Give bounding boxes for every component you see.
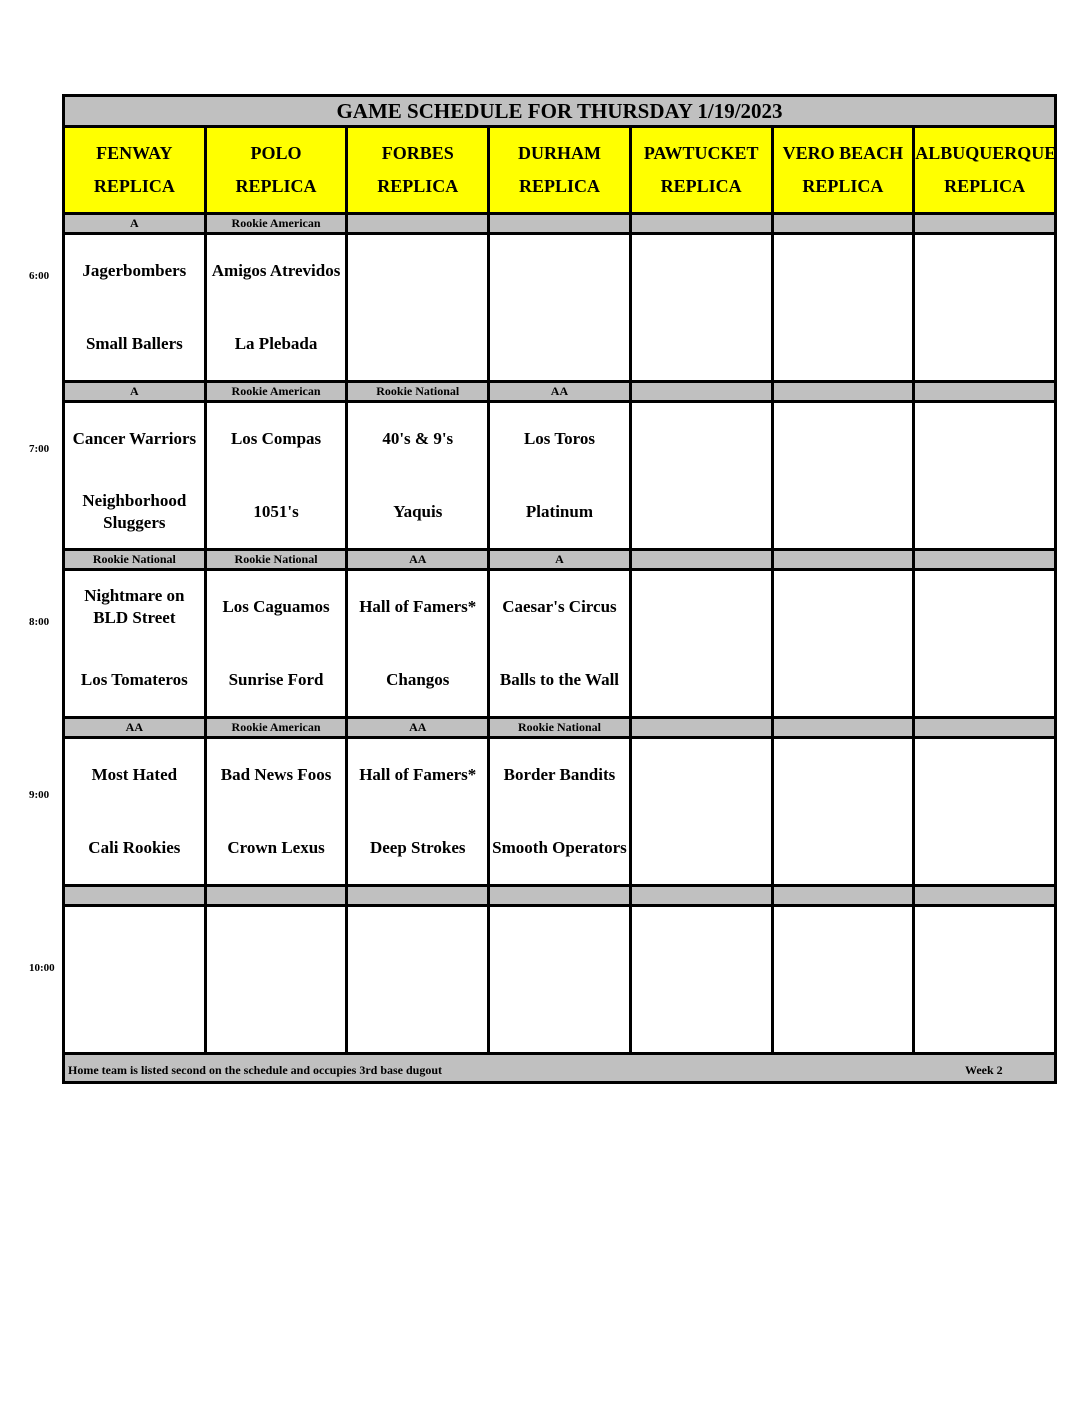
game-cell	[205, 570, 347, 718]
division-label	[347, 886, 489, 906]
away-team: Border Bandits	[503, 765, 616, 785]
game-row	[64, 570, 1056, 718]
home-team	[632, 308, 771, 381]
away-team: Most Hated	[91, 765, 178, 785]
division-row	[64, 718, 1056, 738]
game-cell	[914, 906, 1056, 1054]
home-team	[632, 476, 771, 549]
game-cell	[64, 234, 206, 382]
away-team	[915, 235, 1054, 308]
away-team	[207, 907, 346, 980]
away-team	[632, 571, 771, 644]
division-row	[64, 550, 1056, 570]
division-label: A	[64, 382, 206, 402]
away-team	[348, 907, 487, 980]
field-header	[630, 127, 772, 214]
home-team	[348, 308, 487, 381]
away-team	[632, 907, 771, 980]
game-cell	[347, 570, 489, 718]
home-team	[348, 980, 487, 1053]
field-subtitle: REPLICA	[93, 176, 175, 196]
home-team	[774, 476, 913, 549]
home-team: Neighborhood Sluggers	[82, 490, 187, 532]
game-cell	[64, 402, 206, 550]
game-cell	[772, 234, 914, 382]
division-label	[630, 214, 772, 234]
footer-note: Home team is listed second on the schedule and occupies 3rd base dugout	[68, 1063, 443, 1077]
field-subtitle: REPLICA	[802, 176, 884, 196]
away-team	[915, 403, 1054, 476]
game-cell	[64, 738, 206, 886]
game-cell	[205, 234, 347, 382]
field-name: FENWAY	[96, 143, 173, 163]
division-label: Rookie American	[205, 214, 347, 234]
away-team	[774, 739, 913, 812]
field-name: DURHAM	[517, 143, 601, 163]
game-cell	[772, 906, 914, 1054]
division-label	[630, 718, 772, 738]
away-team: Caesar's Circus	[502, 597, 617, 617]
time-label: 10:00	[29, 962, 55, 974]
division-label	[489, 886, 631, 906]
game-row	[64, 906, 1056, 1054]
field-name: ALBUQUERQUE	[915, 143, 1057, 163]
division-label: Rookie National	[347, 382, 489, 402]
time-label: 7:00	[29, 443, 50, 455]
division-label	[630, 550, 772, 570]
field-header	[489, 127, 631, 214]
home-team	[774, 308, 913, 381]
field-header	[64, 127, 206, 214]
game-cell	[489, 234, 631, 382]
away-team: Bad News Foos	[220, 765, 332, 785]
home-team: 1051's	[253, 501, 299, 521]
home-team	[65, 980, 204, 1053]
division-label: AA	[347, 550, 489, 570]
home-team	[490, 308, 629, 381]
field-header	[772, 127, 914, 214]
division-label	[914, 214, 1056, 234]
division-label	[489, 214, 631, 234]
game-cell	[64, 906, 206, 1054]
game-cell	[347, 234, 489, 382]
game-cell	[489, 738, 631, 886]
home-team	[490, 980, 629, 1053]
division-label	[914, 886, 1056, 906]
division-label	[914, 382, 1056, 402]
home-team: Los Tomateros	[80, 669, 188, 689]
footer-bar	[64, 1054, 1056, 1083]
home-team	[915, 812, 1054, 885]
game-row	[64, 738, 1056, 886]
game-cell	[630, 570, 772, 718]
schedule-table	[62, 94, 1057, 1084]
home-team: Balls to the Wall	[499, 669, 620, 689]
away-team	[348, 235, 487, 308]
home-team: Yaquis	[393, 501, 443, 521]
away-team	[632, 739, 771, 812]
game-cell	[772, 570, 914, 718]
division-label: Rookie National	[489, 718, 631, 738]
home-team	[915, 980, 1054, 1053]
game-cell	[64, 570, 206, 718]
home-team	[632, 812, 771, 885]
game-cell	[489, 402, 631, 550]
away-team	[65, 907, 204, 980]
away-team	[632, 403, 771, 476]
division-label: A	[489, 550, 631, 570]
field-name: VERO BEACH	[782, 143, 904, 163]
home-team	[915, 644, 1054, 717]
game-cell	[630, 738, 772, 886]
home-team: Smooth Operators	[492, 837, 627, 857]
week-label: Week 2	[965, 1063, 1003, 1077]
away-team	[774, 403, 913, 476]
away-team	[915, 739, 1054, 812]
division-label	[630, 382, 772, 402]
division-label	[914, 550, 1056, 570]
home-team: Platinum	[525, 501, 593, 521]
division-label	[205, 886, 347, 906]
time-label: 8:00	[29, 616, 50, 628]
home-team	[915, 476, 1054, 549]
game-row	[64, 402, 1056, 550]
game-cell	[205, 906, 347, 1054]
division-row	[64, 382, 1056, 402]
game-cell	[630, 906, 772, 1054]
away-team	[632, 235, 771, 308]
home-team	[632, 644, 771, 717]
division-label	[914, 718, 1056, 738]
division-label: AA	[347, 718, 489, 738]
division-row	[64, 214, 1056, 234]
game-cell	[205, 738, 347, 886]
division-label	[772, 214, 914, 234]
division-label: Rookie National	[205, 550, 347, 570]
away-team	[774, 571, 913, 644]
field-header	[347, 127, 489, 214]
field-header	[914, 127, 1056, 214]
division-row	[64, 886, 1056, 906]
division-label	[64, 886, 206, 906]
away-team	[490, 907, 629, 980]
division-label: A	[64, 214, 206, 234]
field-subtitle: REPLICA	[518, 176, 600, 196]
home-team	[632, 980, 771, 1053]
home-team: La Plebada	[234, 333, 318, 353]
schedule-title: GAME SCHEDULE FOR THURSDAY 1/19/2023	[64, 96, 1056, 127]
time-label: 9:00	[29, 789, 50, 801]
away-team	[774, 235, 913, 308]
away-team: Cancer Warriors	[72, 429, 197, 449]
game-cell	[489, 570, 631, 718]
away-team: Nightmare on BLD Street	[84, 586, 185, 628]
game-cell	[914, 738, 1056, 886]
division-label: Rookie National	[64, 550, 206, 570]
home-team: Crown Lexus	[227, 837, 325, 857]
division-label	[347, 214, 489, 234]
field-subtitle: REPLICA	[377, 176, 459, 196]
home-team	[774, 812, 913, 885]
schedule-sheet	[62, 94, 1057, 1084]
division-label: Rookie American	[205, 382, 347, 402]
time-label: 6:00	[29, 270, 50, 282]
away-team: Jagerbombers	[82, 261, 187, 281]
game-cell	[347, 402, 489, 550]
game-cell	[630, 402, 772, 550]
home-team	[915, 308, 1054, 381]
game-cell	[914, 402, 1056, 550]
field-subtitle: REPLICA	[235, 176, 317, 196]
home-team: Sunrise Ford	[228, 669, 324, 689]
home-team	[774, 644, 913, 717]
home-team	[207, 980, 346, 1053]
game-cell	[347, 738, 489, 886]
game-cell	[630, 234, 772, 382]
game-cell	[489, 906, 631, 1054]
division-label	[772, 550, 914, 570]
game-cell	[772, 402, 914, 550]
division-label	[772, 382, 914, 402]
away-team	[774, 907, 913, 980]
field-subtitle: REPLICA	[944, 176, 1026, 196]
division-label	[772, 718, 914, 738]
game-cell	[347, 906, 489, 1054]
away-team: 40's & 9's	[382, 429, 454, 449]
field-name: PAWTUCKET	[643, 143, 759, 163]
field-name: POLO	[250, 143, 302, 163]
game-cell	[205, 402, 347, 550]
away-team	[915, 907, 1054, 980]
home-team: Deep Strokes	[369, 837, 466, 857]
home-team: Changos	[386, 669, 450, 689]
game-cell	[914, 570, 1056, 718]
away-team: Los Compas	[230, 429, 322, 449]
away-team: Hall of Famers*	[359, 765, 477, 785]
game-cell	[772, 738, 914, 886]
away-team	[915, 571, 1054, 644]
away-team: Los Caguamos	[222, 597, 330, 617]
division-label: Rookie American	[205, 718, 347, 738]
division-label	[630, 886, 772, 906]
division-label: AA	[64, 718, 206, 738]
away-team: Los Toros	[523, 429, 595, 449]
home-team	[774, 980, 913, 1053]
game-cell	[914, 234, 1056, 382]
away-team: Amigos Atrevidos	[211, 261, 341, 281]
field-header	[205, 127, 347, 214]
away-team	[490, 235, 629, 308]
field-name: FORBES	[381, 143, 454, 163]
game-row	[64, 234, 1056, 382]
home-team: Small Ballers	[85, 333, 183, 353]
home-team: Cali Rookies	[88, 837, 181, 857]
away-team: Hall of Famers*	[359, 597, 477, 617]
field-subtitle: REPLICA	[660, 176, 742, 196]
division-label: AA	[489, 382, 631, 402]
division-label	[772, 886, 914, 906]
